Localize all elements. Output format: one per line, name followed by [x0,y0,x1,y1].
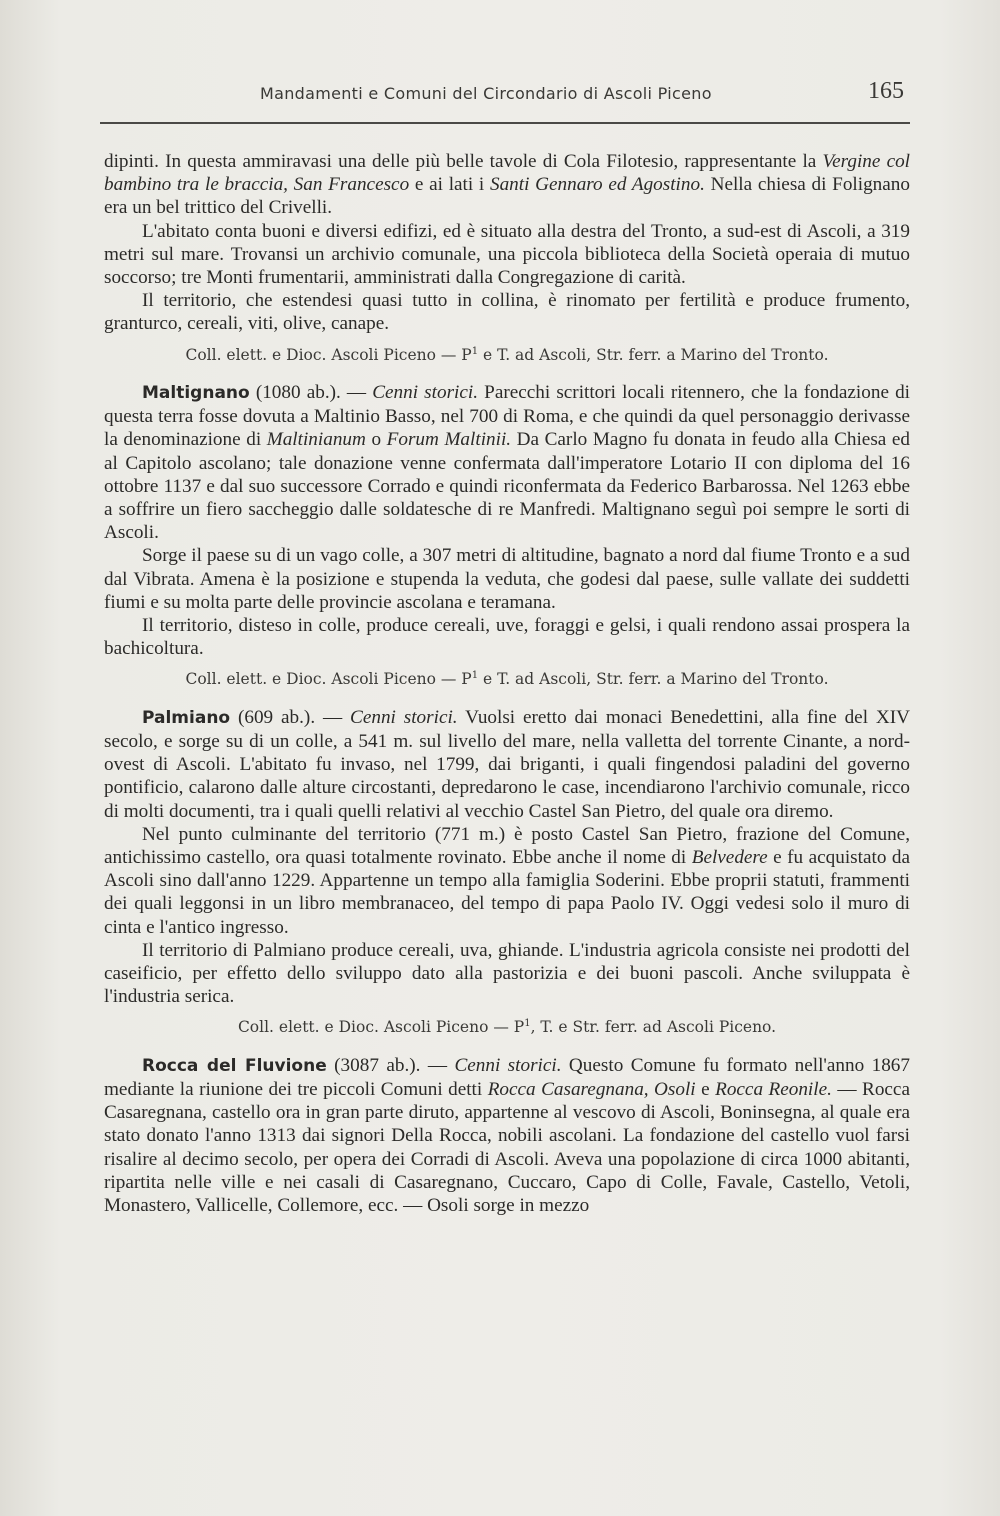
maltignano-paragraph-1: Maltignano (1080 ab.). — Cenni storici. Parecchi scrittori locali ritennero, che la fondazione di questa terra fosse dovuta a Maltinio Basso, nel 700 di Roma, e che quindi da quel personaggio derivasse la denominazione di Maltinianum o Forum Maltinii. Da Carlo Magno fu donata in feudo alla Chiesa ed al Capitolo ascolano; tale donazione venne confermata dall'imperatore Lotario II con diploma del 16 ottobre 1137 e dal suo successore Corrado e quindi riconfermata da Federico Barbarossa. Nel 1263 ebbe a soffrire un fiero saccheggio dalle soldatesche di re Manfredi. Maltignano seguì poi sempre le sorti di Ascoli. [104,381,911,544]
maltignano-paragraph-2: Sorge il paese su di un vago colle, a 307 metri di altitudine, bagnato a nord dal fiume Tronto e a sud dal Vibrata. Amena è la posizione e stupenda la veduta, che godesi dal paese, sulle vallate dei suddetti fiumi e su molta parte delle provincie ascolana e teramana. [104,545,910,613]
intro-paragraph-3: Il territorio, che estendesi quasi tutto in collina, è rinomato per fertilità e produce frumento, granturco, cereali, viti, olive, canape. [104,290,910,335]
maltignano-heading: Maltignano [142,382,250,403]
page-header [100,74,910,114]
palmiano-paragraph-2: Nel punto culminante del territorio (771 m.) è posto Castel San Pietro, frazione del Comune, antichissimo castello, ora quasi totalmente rovinato. Ebbe anche il nome di Belvedere e fu acquistato da Ascoli sino dall'anno 1229. Appartenne un tempo alla famiglia Soderini. Ebbe proprii statuti, frammenti dei quali leggonsi in un libro membranaceo, del tempo di papa Paolo IV. Oggi vedesi solo il muro di cinta e l'antico ingresso. [104,823,910,938]
maltignano-collegio-line: Coll. elett. e Dioc. Ascoli Piceno — $P^1$ e T. ad Ascoli, Str. ferr. a Marino del Tronto. [185,670,829,689]
palmiano-heading: Palmiano [142,707,231,728]
palmiano-collegio-line: Coll. elett. e Dioc. Ascoli Piceno — $P^1$, T. e Str. ferr. ad Ascoli Piceno. [237,1018,777,1037]
page-number: 165 [868,78,904,104]
maltignano-paragraph-3: Il territorio, disteso in colle, produce cereali, uve, foraggi e gelsi, i quali rendono assai prospera la bachicoltura. [104,615,910,660]
intro-paragraph-2: L'abitato conta buoni e diversi edifizi, ed è situato alla destra del Tronto, a sud-est di Ascoli, a 319 metri sul mare. Trovansi un archivio comunale, una piccola biblioteca della Società operaia di mutuo soccorso; tre Monti frumentarii, amministrati dalla Congregazione di carità. [104,220,910,289]
rocca-heading: Rocca del Fluvione [142,1055,327,1076]
header-rule [100,122,910,124]
palmiano-paragraph-1: Palmiano (609 ab.). — Cenni storici. Vuolsi eretto dai monaci Benedettini, alla fine del XIV secolo, e sorge su di un colle, a 541 m. sul livello del mare, nella valletta del torrente Cinante, a nord-ovest di Ascoli. L'abitato fu invaso, nel 1799, dai briganti, i quali fingendosi paladini del governo pontificio, calarono dalle alture circostanti, depredarono le case, incendiarono l'archivio comunale, ricco di molti documenti, tra i quali quelli relativi al vecchio Castel San Pietro, del quale ora diremo. [104,706,911,822]
page-body [104,150,910,1217]
intro-collegio-line: Coll. elett. e Dioc. Ascoli Piceno — $P^1$ e T. ad Ascoli, Str. ferr. a Marino del Tronto. [185,345,829,364]
running-title: Mandamenti e Comuni del Circondario di Ascoli Piceno [260,84,712,103]
rocca-paragraph-1: Rocca del Fluvione (3087 ab.). — Cenni storici. Questo Comune fu formato nell'anno 1867 mediante la riunione dei tre piccoli Comuni detti Rocca Casaregnana, Osoli e Rocca Reonile. — Rocca Casaregnana, castello ora in gran parte diruto, appartenne al vescovo di Ascoli, Boninsegna, al quale era stato donato l'anno 1313 dai signori Della Rocca, nobili ascolani. La fondazione del castello vuol farsi risalire al decimo secolo, per opera dei Corradi di Ascoli. Aveva una popolazione di circa 1000 abitanti, ripartita nelle ville e nei casali di Casaregnano, Cuccaro, Capo di Colle, Favale, Castello, Vetoli, Monastero, Vallicelle, Collemore, ecc. — Osoli sorge in mezzo [104,1054,910,1216]
palmiano-paragraph-3: Il territorio di Palmiano produce cereali, uva, ghiande. L'industria agricola consiste nei prodotti del caseificio, per effetto dello sviluppo dato alla pastorizia e dei buoni pascoli. Anche sviluppata è l'industria serica. [104,939,910,1008]
intro-paragraph-1: dipinti. In questa ammiravasi una delle più belle tavole di Cola Filotesio, rappresentante la Vergine col bambino tra le braccia, San Francesco e ai lati i Santi Gennaro ed Agostino. Nella chiesa di Folignano era un bel trittico del Crivelli. [104,151,911,219]
